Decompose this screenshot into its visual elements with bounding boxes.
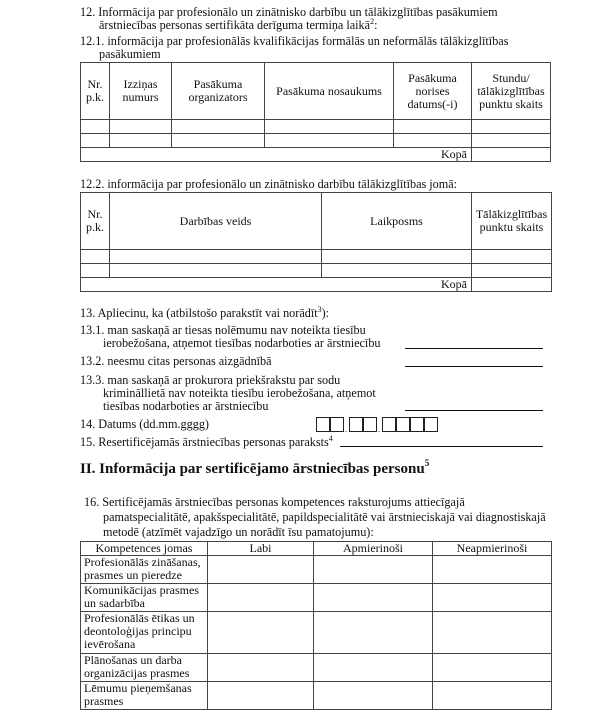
- competence-label: [81, 584, 208, 612]
- part-ii-title: [80, 460, 429, 478]
- section-12-2-heading-text: 12.2. informācija par profesionālo un zinātnisko darbību tālākizglītības jomā:: [80, 177, 458, 191]
- labi-cell[interactable]: [208, 556, 314, 584]
- col-header-punktu-skaits: [472, 193, 552, 250]
- section-12-1-heading-line2-text: pasākumiem: [99, 47, 161, 61]
- section-15-label-text: 15. Resertificējamās ārstniecības personas paraksts: [80, 435, 329, 449]
- table-total-row: [81, 148, 551, 162]
- date-year-digit-4[interactable]: [424, 417, 438, 432]
- date-input-group: [316, 417, 441, 433]
- label-line: Profesionālās zināšanas,: [84, 555, 201, 569]
- label-line: Plānošanas un darba: [84, 653, 182, 667]
- table-row: [81, 120, 551, 134]
- header-line: Stundu/: [492, 70, 530, 85]
- cell-input[interactable]: [394, 120, 472, 134]
- competence-label: [81, 654, 208, 682]
- header-line: organizators: [188, 90, 248, 104]
- col-header-punktu-skaits: [472, 63, 551, 120]
- header-line: Pasākuma nosaukums: [276, 83, 382, 98]
- item-13-3-line3: tiesības nodarboties ar ārstniecību: [103, 399, 269, 413]
- cell-input[interactable]: [110, 134, 172, 148]
- table-row: [81, 134, 551, 148]
- cell-input[interactable]: [394, 134, 472, 148]
- table-12-1: [80, 62, 551, 162]
- total-label: Kopā: [81, 148, 472, 162]
- col-header-nr: [81, 63, 110, 120]
- cell-input[interactable]: [110, 250, 322, 264]
- footnote-ref-2: 2: [370, 17, 375, 26]
- col-header-datums: [394, 63, 472, 120]
- date-day-digit-1[interactable]: [316, 417, 330, 432]
- labi-cell[interactable]: [208, 682, 314, 710]
- header-line: punktu skaits: [479, 220, 544, 234]
- col-header-organizators: [172, 63, 265, 120]
- signature-line-13-1[interactable]: [405, 348, 543, 349]
- section-15-label: [80, 436, 333, 449]
- section-16-line2: pamatspecialitātē, apakšspecialitātē, papildspecialitātē vai ārstnieciskajā vai diagnostiskajā: [103, 510, 546, 524]
- cell-input[interactable]: [81, 250, 110, 264]
- table-row: [81, 264, 552, 278]
- neapmierinosi-cell[interactable]: [433, 612, 552, 654]
- label-line: Profesionālās ētikas un: [84, 611, 195, 625]
- label-line: deontoloģijas principu: [84, 624, 192, 638]
- header-line: Tālākizglītības: [475, 207, 548, 221]
- header-line: numurs: [122, 90, 159, 104]
- neapmierinosi-cell[interactable]: [433, 556, 552, 584]
- section-13-heading-text: 13. Apliecinu, ka (atbilstošo parakstīt vai norādīt: [80, 306, 318, 320]
- cell-input[interactable]: [81, 264, 110, 278]
- header-line: Nr.: [87, 207, 103, 221]
- label-line: prasmes: [84, 694, 124, 708]
- col-header-darbibas-veids: [110, 193, 322, 250]
- header-line: tālākizglītības: [477, 83, 545, 98]
- apmierinosi-cell[interactable]: [314, 584, 433, 612]
- section-12-heading-line2-text: ārstniecības personas sertifikāta derīguma termiņa laikā: [99, 18, 371, 32]
- competence-label: [81, 682, 208, 710]
- competence-label: [81, 612, 208, 654]
- header-line: Nr.: [87, 77, 103, 91]
- date-year-digit-2[interactable]: [396, 417, 410, 432]
- section-13-heading: [80, 307, 329, 320]
- section-12-1-heading-line1: 12.1. informācija par profesionālās kvalifikācijas formālās un neformālās tālākizglītības: [80, 34, 509, 48]
- cell-input[interactable]: [265, 134, 394, 148]
- apmierinosi-cell[interactable]: [314, 556, 433, 584]
- section-12-1-heading-line2: [99, 48, 161, 61]
- cell-input[interactable]: [81, 120, 110, 134]
- col-header-kompetences-jomas: Kompetences jomas: [81, 542, 208, 556]
- label-line: Lēmumu pieņemšanas: [84, 681, 192, 695]
- label-line: Komunikācijas prasmes: [84, 583, 199, 597]
- cell-input[interactable]: [472, 250, 552, 264]
- cell-input[interactable]: [472, 264, 552, 278]
- label-line: un sadarbība: [84, 596, 145, 610]
- header-line: Izziņas: [123, 77, 158, 91]
- apmierinosi-cell[interactable]: [314, 654, 433, 682]
- header-line: punktu skaits: [479, 96, 543, 111]
- cell-input[interactable]: [322, 264, 472, 278]
- date-year-digit-3[interactable]: [410, 417, 424, 432]
- signature-line-13-3[interactable]: [405, 410, 543, 411]
- date-day-digit-2[interactable]: [330, 417, 344, 432]
- date-separator: .: [345, 425, 347, 434]
- cell-input[interactable]: [172, 134, 265, 148]
- footnote-ref-3: 3: [317, 305, 322, 314]
- labi-cell[interactable]: [208, 612, 314, 654]
- header-line: Pasākuma: [408, 70, 457, 85]
- section-16-line1: 16. Sertificējamās ārstniecības personas kompetences raksturojums attiecīgajā: [84, 495, 465, 509]
- section-12-heading-line2: [99, 19, 377, 32]
- col-header-laikposms: [322, 193, 472, 250]
- neapmierinosi-cell[interactable]: [433, 584, 552, 612]
- signature-line-15[interactable]: [340, 446, 543, 447]
- table-row: [81, 654, 552, 682]
- section-12-heading-text: 12. Informācija par profesionālo un zinātnisko darbību un tālākizglītības pasākumiem: [80, 5, 498, 19]
- item-13-3-line2: krimināllietā nav noteikta tiesību ierobežošana, atņemot: [103, 386, 376, 400]
- header-line: norises: [415, 83, 450, 98]
- col-header-labi: Labi: [208, 542, 314, 556]
- table-total-row: [81, 278, 552, 292]
- date-month-digit-1[interactable]: [349, 417, 363, 432]
- table-header-row: [81, 193, 552, 250]
- col-header-nr: [81, 193, 110, 250]
- labi-cell[interactable]: [208, 584, 314, 612]
- cell-input[interactable]: [110, 264, 322, 278]
- table-12-2: [80, 192, 552, 292]
- footnote-ref-4: 4: [328, 434, 333, 443]
- competence-table: [80, 541, 552, 710]
- item-13-3-line1: 13.3. man saskaņā ar prokurora priekšrakstu par sodu: [80, 373, 341, 387]
- cell-input[interactable]: [81, 134, 110, 148]
- neapmierinosi-cell[interactable]: [433, 654, 552, 682]
- header-line: p.k.: [86, 90, 104, 104]
- header-line: Pasākuma: [193, 77, 243, 91]
- part-ii-title-text: II. Informācija par sertificējamo ārstniecības personu: [80, 461, 425, 477]
- labi-cell[interactable]: [208, 654, 314, 682]
- colon: :: [374, 18, 378, 32]
- cell-input[interactable]: [265, 120, 394, 134]
- apmierinosi-cell[interactable]: [314, 612, 433, 654]
- header-line: Darbības veids: [179, 213, 252, 228]
- date-label: 14. Datums (dd.mm.gggg): [80, 417, 209, 431]
- item-13-1-line2: ierobežošana, atņemot tiesības nodarboties ar ārstniecību: [103, 336, 381, 350]
- cell-input[interactable]: [322, 250, 472, 264]
- apmierinosi-cell[interactable]: [314, 682, 433, 710]
- total-value-input[interactable]: [472, 278, 552, 292]
- col-header-nosaukums: [265, 63, 394, 120]
- col-header-neapmierinosi: Neapmierinoši: [433, 542, 552, 556]
- header-line: datums(-i): [407, 96, 458, 111]
- neapmierinosi-cell[interactable]: [433, 682, 552, 710]
- signature-line-13-2[interactable]: [405, 366, 543, 367]
- label-line: organizācijas prasmes: [84, 666, 190, 680]
- cell-input[interactable]: [110, 120, 172, 134]
- item-13-2: 13.2. neesmu citas personas aizgādnībā: [80, 354, 272, 368]
- item-13-1-line1: 13.1. man saskaņā ar tiesas nolēmumu nav noteikta tiesību: [80, 323, 366, 337]
- cell-input[interactable]: [172, 120, 265, 134]
- date-separator: .: [378, 425, 380, 434]
- section-12-2-heading: [80, 178, 457, 191]
- header-line: Laikposms: [370, 213, 423, 228]
- table-row: [81, 682, 552, 710]
- total-value-input[interactable]: [472, 148, 551, 162]
- cell-input[interactable]: [472, 134, 551, 148]
- section-16-line3: metodē (atzīmēt vajadzīgo un norādīt īsu pamatojumu):: [103, 525, 374, 539]
- table-row: [81, 612, 552, 654]
- date-year-digit-1[interactable]: [382, 417, 396, 432]
- heading-end: ):: [321, 306, 330, 320]
- table-header-row: [81, 63, 551, 120]
- table-header-row: [81, 542, 552, 556]
- table-row: [81, 584, 552, 612]
- label-line: ievērošana: [84, 637, 136, 651]
- col-header-izzinas-numurs: [110, 63, 172, 120]
- label-line: prasmes un pieredze: [84, 568, 182, 582]
- date-month-digit-2[interactable]: [363, 417, 377, 432]
- cell-input[interactable]: [472, 120, 551, 134]
- header-line: p.k.: [86, 220, 104, 234]
- col-header-apmierinosi: Apmierinoši: [314, 542, 433, 556]
- competence-label: [81, 556, 208, 584]
- total-label: Kopā: [81, 278, 472, 292]
- footnote-ref-5: 5: [424, 458, 430, 468]
- table-row: [81, 556, 552, 584]
- table-row: [81, 250, 552, 264]
